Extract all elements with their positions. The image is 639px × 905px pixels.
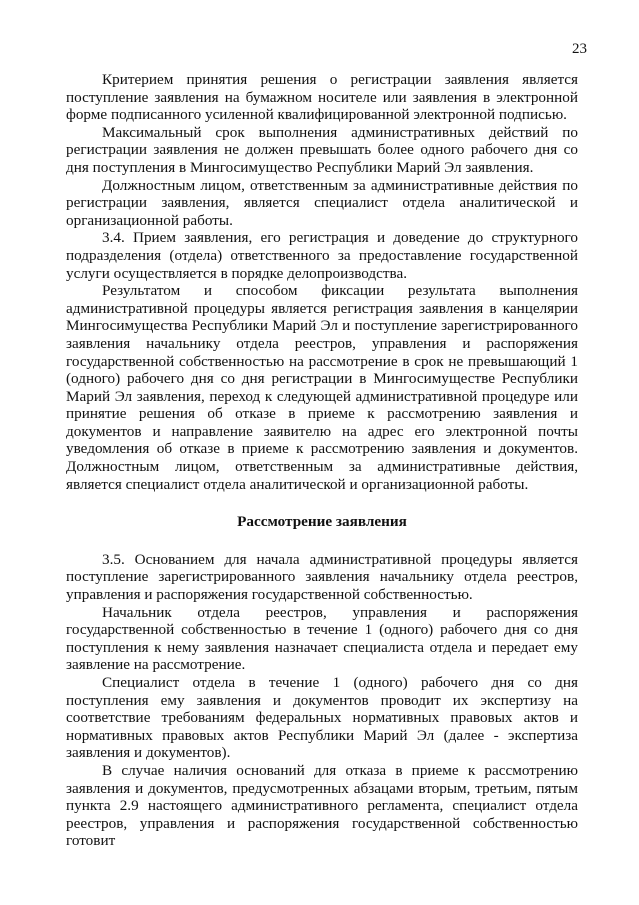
paragraph: Должностным лицом, ответственным за административные действия по регистрации заявления, является специалист отдела аналитической и организационной работы. xyxy=(66,176,578,229)
paragraph: Начальник отдела реестров, управления и распоряжения государственной собственностью в течение 1 (одного) рабочего дня со дня поступления к нему заявления назначает специалиста отдела и передает ему заявление на рассмотрение. xyxy=(66,603,578,674)
paragraph: Результатом и способом фиксации результата выполнения административной процедуры является регистрация заявления в канцелярии Мингосимущества Республики Марий Эл и поступление зарегистрированного заявления начальнику отдела реестров, управления и распоряжения государственной собственностью на рассмотрение в срок не превышающий 1 (одного) рабочего дня со дня регистрации в Мингосимуществе Республики Марий Эл заявления, переход к следующей административной процедуре или принятие решения об отказе в приеме к рассмотрению заявления и документов и направление заявителю на адрес его электронной почты уведомления об отказе в приеме к рассмотрению заявления и документов. Должностным лицом, ответственным за административные действия, является специалист отдела аналитической и организационной работы. xyxy=(66,282,578,493)
page-number: 23 xyxy=(572,41,587,57)
document-body xyxy=(66,71,578,850)
section-heading: Рассмотрение заявления xyxy=(237,513,407,531)
paragraph: В случае наличия оснований для отказа в приеме к рассмотрению заявления и документов, предусмотренных абзацами вторым, третьим, пятым пункта 2.9 настоящего административного регламента, специалист отдела реестров, управления и распоряжения государственной собственностью готовит xyxy=(66,761,578,850)
paragraph: Максимальный срок выполнения административных действий по регистрации заявления не должен превышать более одного рабочего дня со дня поступления в Мингосимущество Республики Марий Эл заявления. xyxy=(66,123,578,176)
paragraph: 3.5. Основанием для начала административной процедуры является поступление зарегистрированного заявления начальнику отдела реестров, управления и распоряжения государственной собственностью. xyxy=(66,550,578,604)
paragraph: 3.4. Прием заявления, его регистрация и доведение до структурного подразделения (отдела) ответственного за предоставление государственной услуги осуществляется в порядке делопроизводства. xyxy=(66,229,578,282)
paragraph: Специалист отдела в течение 1 (одного) рабочего дня со дня поступления ему заявления и документов проводит их экспертизу на соответствие требованиям федеральных нормативных правовых актов и нормативных правовых актов Республики Марий Эл (далее - экспертиза заявления и документов). xyxy=(66,674,578,762)
paragraph: Критерием принятия решения о регистрации заявления является поступление заявления на бумажном носителе или заявления в электронной форме подписанного усиленной квалифицированной электронной подписью. xyxy=(66,71,578,124)
